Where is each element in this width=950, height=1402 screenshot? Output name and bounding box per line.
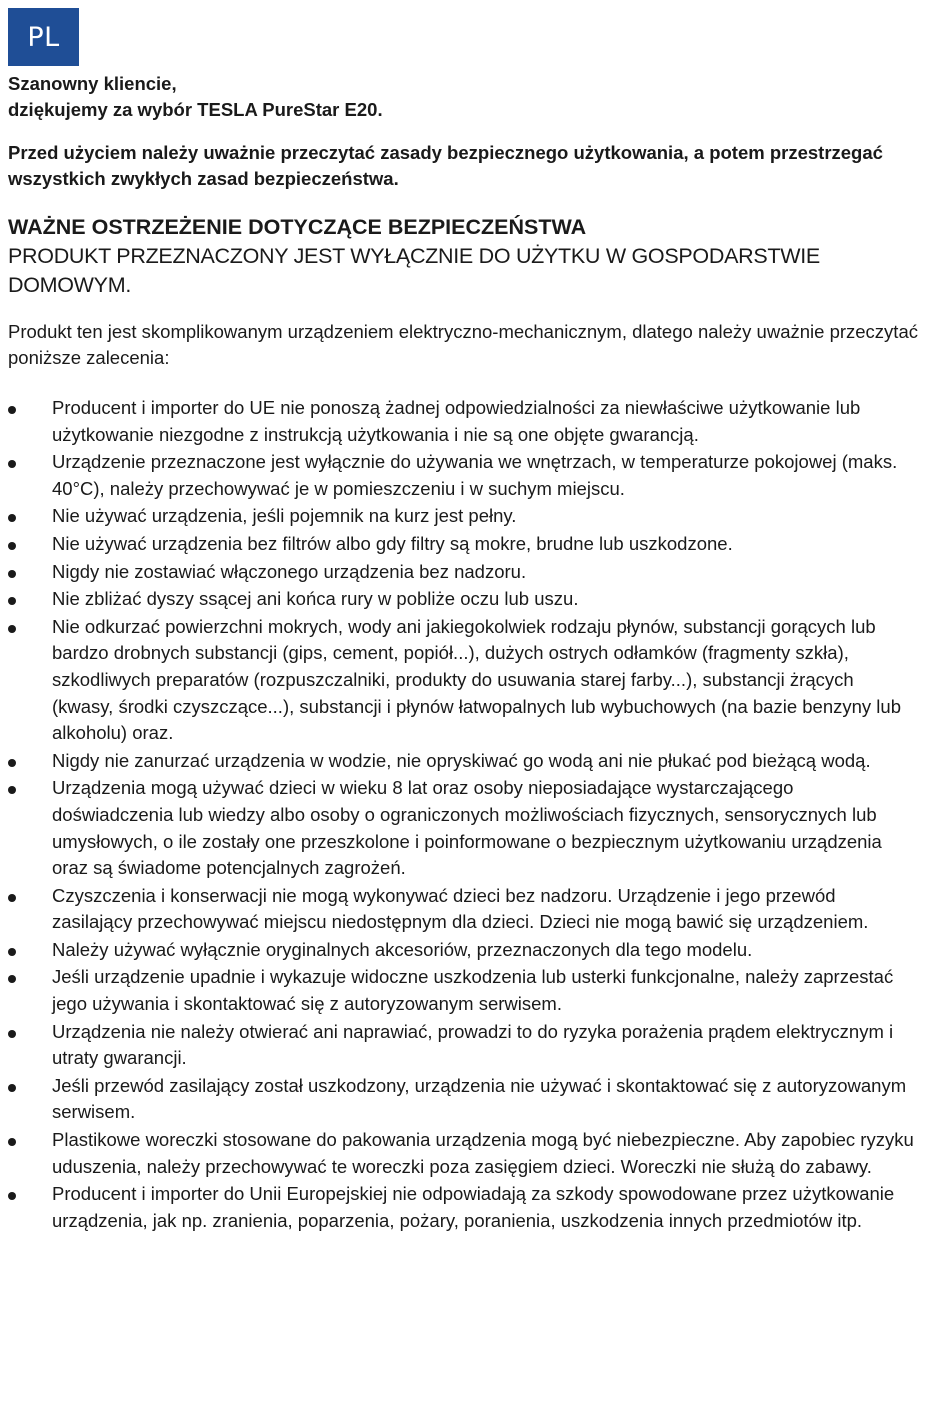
safety-rule-item [8,1181,918,1234]
bullet-icon [8,406,16,414]
safety-rule-item [8,449,918,502]
safety-rule-item [8,559,918,586]
safety-rules-list [8,395,918,1234]
safety-rule-text: Należy używać wyłącznie oryginalnych akcesoriów, przeznaczonych dla tego modelu. [52,938,753,960]
safety-rule-item [8,937,918,964]
language-badge [8,8,79,66]
bullet-icon [8,894,16,902]
safety-rule-text: Nie używać urządzenia, jeśli pojemnik na kurz jest pełny. [52,505,517,527]
bullet-icon [8,514,16,522]
safety-rule-item [8,586,918,613]
safety-rule-item [8,1127,918,1180]
greeting [8,71,918,123]
safety-rule-text: Nie zbliżać dyszy ssącej ani końca rury w pobliże oczu lub uszu. [52,588,579,610]
safety-rule-text: Urządzenia nie należy otwierać ani naprawiać, prowadzi to do ryzyka porażenia prądem elektrycznym i utraty gwarancji. [52,1020,894,1069]
safety-rule-text: Nie odkurzać powierzchni mokrych, wody ani jakiegokolwiek rodzaju płynów, substancji gorących lub bardzo drobnych substancji (gips, cement, popiół...), dużych ostrych odłamków (fragmenty szkła), szkodliwych preparatów (rozpuszczalniki, produkty do usuwania starej farby...), substancji żrących (kwasy, środki czyszczące...), substancji i płynów łatwopalnych lub wybuchowych (na bazie benzyny lub alkoholu) oraz. [52,615,901,744]
safety-rule-item [8,883,918,936]
bullet-icon [8,1138,16,1146]
language-code: PL [27,21,60,53]
bullet-icon [8,1084,16,1092]
bullet-icon [8,460,16,468]
bullet-icon [8,597,16,605]
safety-rule-item [8,748,918,775]
bullet-icon [8,625,16,633]
greeting-line-2: dziękujemy za wybór TESLA PureStar E20. [8,99,383,120]
safety-rule-item [8,531,918,558]
intro-paragraph: Przed użyciem należy uważnie przeczytać zasady bezpiecznego użytkowania, a potem przestrzegać wszystkich zwykłych zasad bezpieczeństwa. [8,142,883,189]
greeting-line-1: Szanowny kliencie, [8,73,177,94]
bullet-icon [8,786,16,794]
safety-rule-text: Producent i importer do Unii Europejskiej nie odpowiadają za szkody spowodowane przez użytkowanie urządzenia, jak np. zranienia, poparzenia, pożary, poranienia, uszkodzenia innych przedmiotów itp. [52,1183,895,1231]
bullet-icon [8,948,16,956]
safety-rule-text: Nigdy nie zanurzać urządzenia w wodzie, nie opryskiwać go wodą ani nie płukać pod bieżącą wodą. [52,749,871,771]
safety-rule-text: Nie używać urządzenia bez filtrów albo gdy filtry są mokre, brudne lub uszkodzone. [52,532,733,554]
safety-rule-item [8,1073,918,1126]
bullet-icon [8,975,16,983]
manual-page [8,8,918,1235]
safety-rule-item [8,964,918,1017]
safety-rule-text: Jeśli urządzenie upadnie i wykazuje widoczne uszkodzenia lub usterki funkcjonalne, należy zaprzestać jego używania i skontaktować się z autoryzowanym serwisem. [52,966,894,1015]
safety-rule-item [8,395,918,448]
bullet-icon [8,570,16,578]
safety-rule-item [8,775,918,881]
bullet-icon [8,1030,16,1038]
lead-paragraph: Produkt ten jest skomplikowanym urządzeniem elektryczno-mechanicznym, dlatego należy uważnie przeczytać poniższe zalecenia: [8,321,918,368]
safety-rule-item [8,1019,918,1072]
safety-rule-text: Nigdy nie zostawiać włączonego urządzenia bez nadzoru. [52,560,527,582]
safety-rule-item [8,614,918,747]
safety-warning-title: WAŻNE OSTRZEŻENIE DOTYCZĄCE BEZPIECZEŃSTWA [8,215,587,239]
safety-rule-text: Czyszczenia i konserwacji nie mogą wykonywać dzieci bez nadzoru. Urządzenie i jego przewód zasilający przechowywać miejscu niedostępnym dla dzieci. Dzieci nie mogą bawić się urządzeniem. [52,884,869,933]
safety-rule-item [8,503,918,530]
safety-rule-text: Urządzenie przeznaczone jest wyłącznie do używania we wnętrzach, w temperaturze pokojowej (maks. 40°C), należy przechowywać je w pomieszczeniu i w suchym miejscu. [52,451,898,499]
bullet-icon [8,1192,16,1200]
safety-rule-text: Plastikowe woreczki stosowane do pakowania urządzenia mogą być niebezpieczne. Aby zapobiec ryzyku uduszenia, należy przechowywać te woreczki poza zasięgiem dzieci. Woreczki nie służą do zabawy. [52,1129,914,1177]
safety-rule-text: Urządzenia mogą używać dzieci w wieku 8 lat oraz osoby nieposiadające wystarczającego doświadczenia lub wiedzy albo osoby o ograniczonych możliwościach fizycznych, sensorycznych lub umysłowych, o ile zostały one przeszkolone i poinformowane o bezpiecznym użytkowaniu urządzenia oraz są świadome potencjalnych zagrożeń. [52,777,882,879]
safety-rule-text: Jeśli przewód zasilający został uszkodzony, urządzenia nie używać i skontaktować się z autoryzowanym serwisem. [52,1074,907,1123]
safety-rule-text: Producent i importer do UE nie ponoszą żadnej odpowiedzialności za niewłaściwe użytkowanie lub użytkowanie niezgodne z instrukcją użytkowania i nie są one objęte gwarancją. [52,397,861,445]
household-use-notice: PRODUKT PRZEZNACZONY JEST WYŁĄCZNIE DO UŻYTKU W GOSPODARSTWIE DOMOWYM. [8,244,820,297]
bullet-icon [8,542,16,550]
bullet-icon [8,759,16,767]
